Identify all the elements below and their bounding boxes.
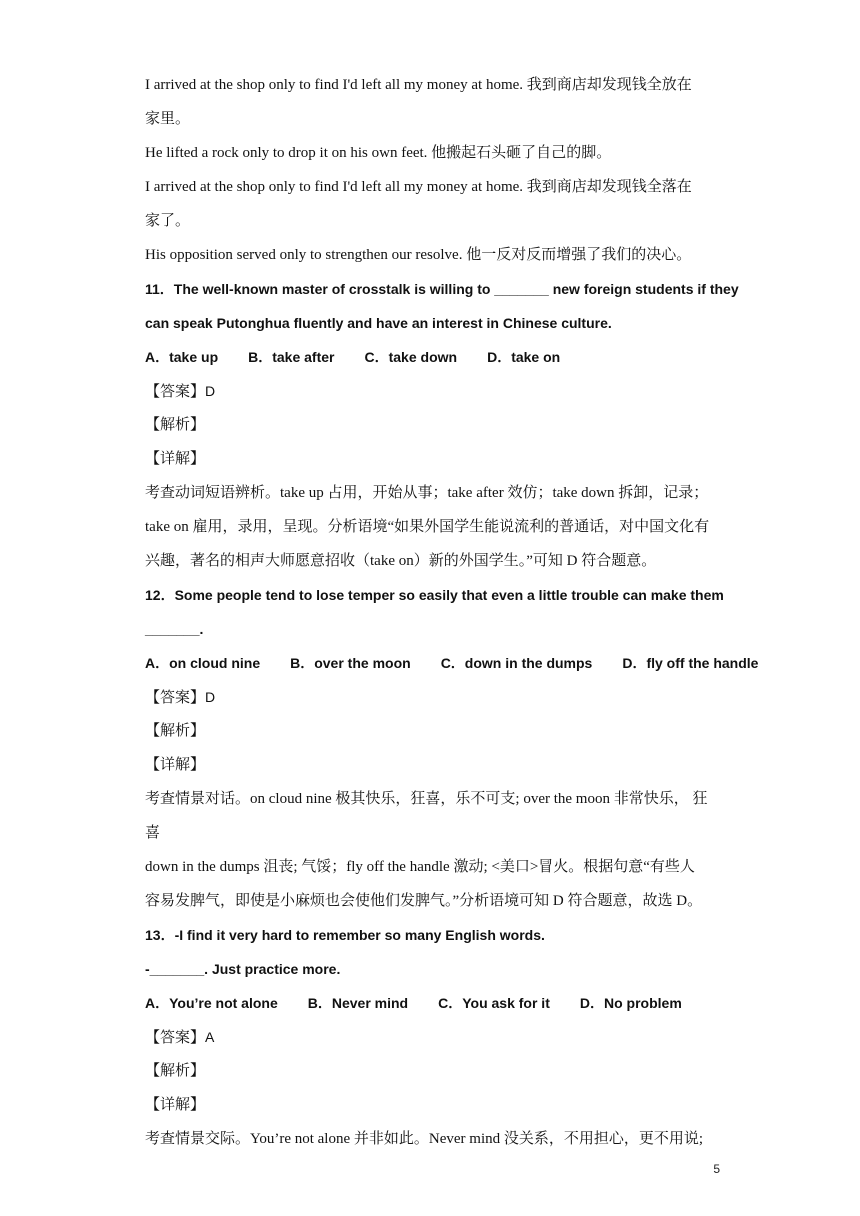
- detail-label: 【详解】: [145, 451, 206, 467]
- analysis-label: 【解析】: [145, 723, 206, 739]
- option-a: A．on cloud nine: [145, 655, 261, 671]
- option-d: D．fly off the handle: [622, 655, 759, 671]
- example-line: I arrived at the shop only to find I'd left all my money at home. 我到商店却发现钱全放在: [145, 77, 692, 93]
- detail-line: 容易发脾气，即使是小麻烦也会使他们发脾气。”分析语境可知 D 符合题意，故选 D。: [145, 893, 703, 909]
- question-13-stem-cont: -_______. Just practice more.: [145, 961, 341, 977]
- detail-line: down in the dumps 沮丧; 气馁；fly off the handle 激动; <美口>冒火。根据句意“有些人: [145, 859, 695, 875]
- example-line: His opposition served only to strengthen our resolve. 他一反对反而增强了我们的决心。: [145, 247, 692, 263]
- question-12-stem: 12．Some people tend to lose temper so easily that even a little trouble can make them: [145, 587, 724, 603]
- question-11-options: [145, 340, 718, 374]
- example-line: 家里。: [145, 111, 191, 127]
- answer-value: D: [205, 383, 216, 399]
- option-c: C．You ask for it: [438, 995, 550, 1011]
- question-11-stem: 11．The well-known master of crosstalk is willing to _______ new foreign students if they: [145, 281, 739, 297]
- option-c: C．take down: [364, 349, 458, 365]
- option-a: A．You’re not alone: [145, 995, 278, 1011]
- option-b: B．take after: [248, 349, 335, 365]
- question-12-options: [145, 646, 759, 680]
- question-12-stem-cont: _______.: [145, 621, 204, 637]
- option-a: A．take up: [145, 349, 219, 365]
- detail-line: 考查动词短语辨析。take up 占用，开始从事；take after 效仿；take down 拆卸，记录；: [145, 485, 709, 501]
- answer-label: 【答案】: [145, 690, 206, 706]
- question-11-stem-cont: can speak Putonghua fluently and have an interest in Chinese culture.: [145, 315, 612, 331]
- detail-line: 喜: [145, 825, 161, 841]
- answer-line: [145, 1020, 718, 1054]
- detail-label: 【详解】: [145, 757, 206, 773]
- page-number: 5: [713, 1162, 720, 1176]
- analysis-label: 【解析】: [145, 417, 206, 433]
- question-13-stem: 13．-I find it very hard to remember so many English words.: [145, 927, 545, 943]
- detail-label: 【详解】: [145, 1097, 206, 1113]
- detail-line: take on 雇用，录用，呈现。分析语境“如果外国学生能说流利的普通话，对中国文化有: [145, 519, 710, 535]
- answer-label: 【答案】: [145, 384, 206, 400]
- answer-value: D: [205, 689, 216, 705]
- detail-line: 兴趣，著名的相声大师愿意招收（take on）新的外国学生。”可知 D 符合题意。: [145, 553, 657, 569]
- question-13-options: [145, 986, 718, 1020]
- example-line: He lifted a rock only to drop it on his own feet. 他搬起石头砸了自己的脚。: [145, 145, 612, 161]
- option-d: D．take on: [487, 349, 561, 365]
- detail-line: 考查情景交际。You’re not alone 并非如此。Never mind 没关系，不用担心，更不用说;: [145, 1131, 704, 1147]
- analysis-label: 【解析】: [145, 1063, 206, 1079]
- answer-label: 【答案】: [145, 1030, 206, 1046]
- example-line: 家了。: [145, 213, 191, 229]
- example-line: I arrived at the shop only to find I'd left all my money at home. 我到商店却发现钱全落在: [145, 179, 692, 195]
- answer-line: [145, 374, 718, 408]
- option-d: D．No problem: [579, 995, 682, 1011]
- answer-line: [145, 680, 718, 714]
- option-b: B．Never mind: [307, 995, 409, 1011]
- option-c: C．down in the dumps: [440, 655, 593, 671]
- option-b: B．over the moon: [290, 655, 411, 671]
- answer-value: A: [205, 1029, 215, 1045]
- detail-line: 考查情景对话。on cloud nine 极其快乐，狂喜，乐不可支; over the moon 非常快乐， 狂: [145, 791, 708, 807]
